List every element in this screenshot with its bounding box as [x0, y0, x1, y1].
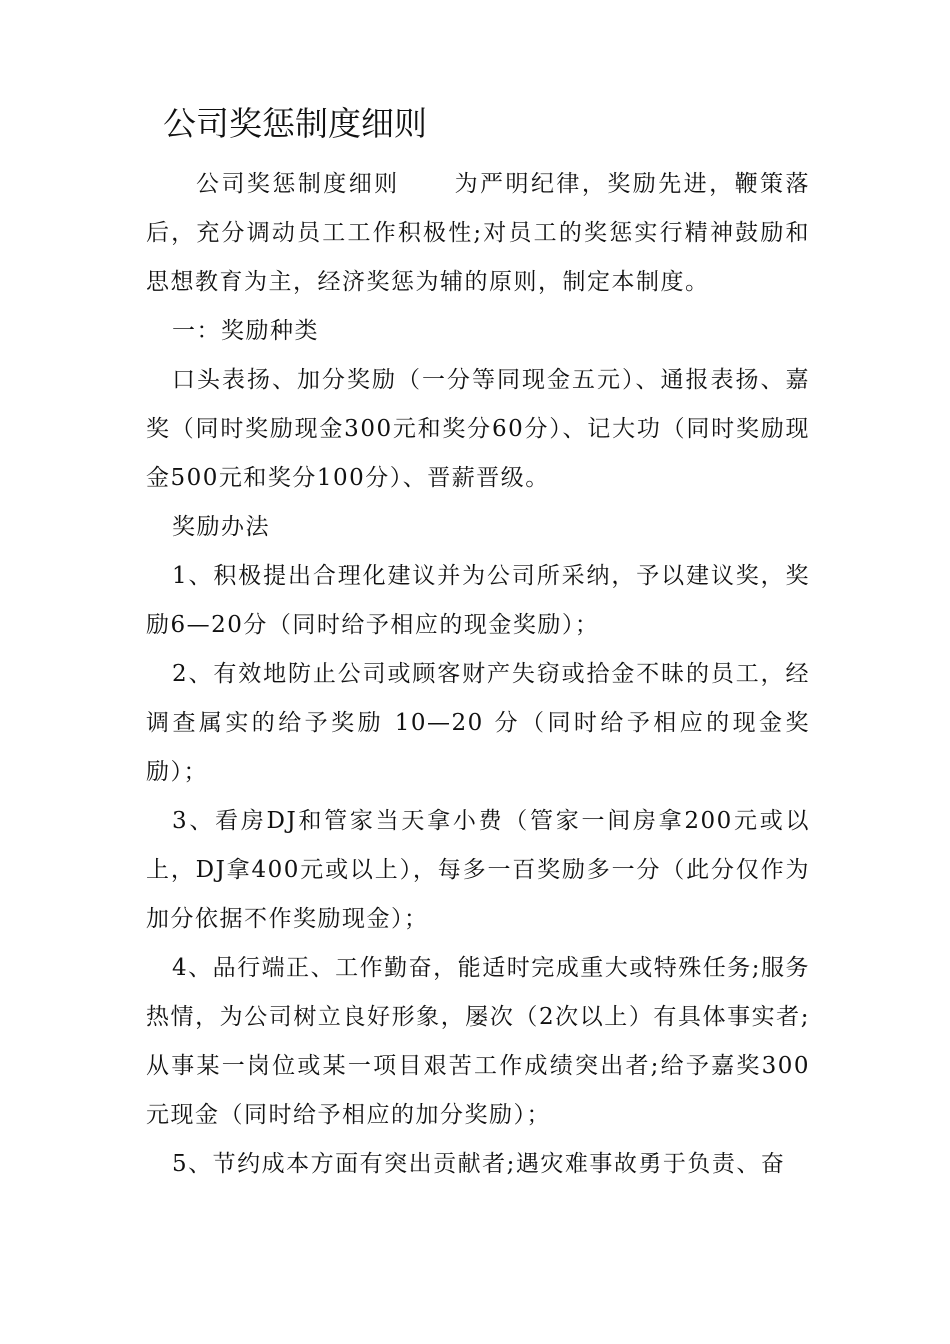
document-title: 公司奖惩制度细则: [163, 104, 427, 143]
intro-text: 为严明纪律，奖励先进，鞭策落后，充分调动员工工作积极性;对员工的奖惩实行精神鼓励和思想教育为主，经济奖惩为辅的原则，制定本制度。: [146, 171, 811, 295]
rule-4-paragraph: 4、品行端正、工作勤奋，能适时完成重大或特殊任务;服务热情，为公司树立良好形象，屡次（2次以上）有具体事实者;从事某一岗位或某一项目艰苦工作成绩突出者;给予嘉奖300元现金（同时给予相应的加分奖励）；: [146, 955, 810, 1128]
rule-3-paragraph: 3、看房DJ和管家当天拿小费（管家一间房拿200元或以上，DJ拿400元或以上），每多一百奖励多一分（此分仅作为加分依据不作奖励现金）；: [146, 808, 810, 932]
rule-5-paragraph: 5、节约成本方面有突出贡献者;遇灾难事故勇于负责、奋: [172, 1151, 786, 1177]
intro-paragraph: [146, 160, 810, 307]
rule-2-paragraph: 2、有效地防止公司或顾客财产失窃或拾金不昧的员工，经调查属实的给予奖励 10—20 分（同时给予相应的现金奖励）；: [146, 661, 810, 785]
reward-methods-heading: 奖励办法: [172, 514, 270, 540]
rule-1-paragraph: 1、积极提出合理化建议并为公司所采纳，予以建议奖，奖励6—20分（同时给予相应的现金奖励）；: [146, 563, 810, 638]
reward-types-heading: 一：奖励种类: [172, 318, 319, 344]
intro-lead: 公司奖惩制度细则: [196, 171, 400, 197]
document-body: [146, 160, 810, 1189]
reward-types-list: 口头表扬、加分奖励（一分等同现金五元）、通报表扬、嘉奖（同时奖励现金300元和奖分60分）、记大功（同时奖励现金500元和奖分100分）、晋薪晋级。: [146, 367, 810, 491]
